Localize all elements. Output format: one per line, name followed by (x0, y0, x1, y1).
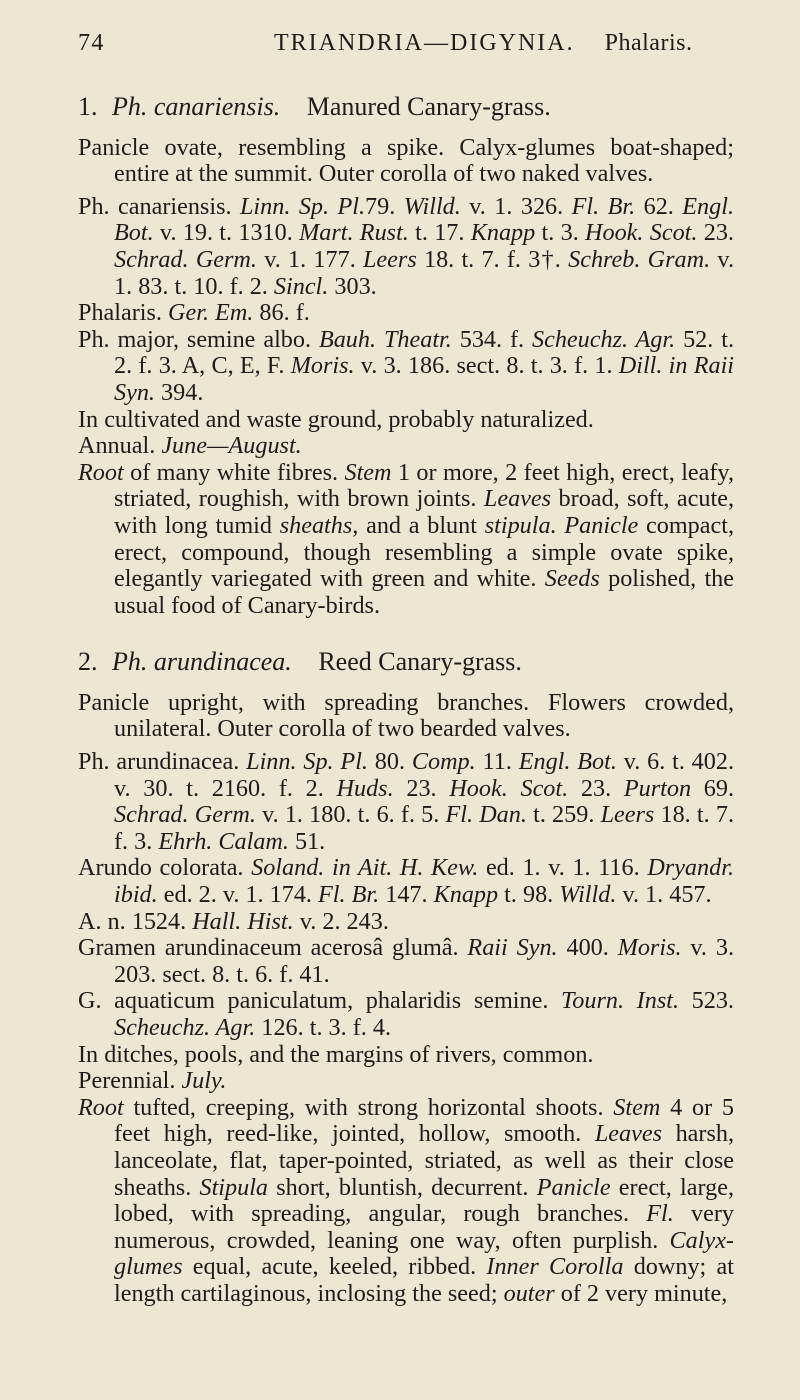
italic-run: Huds. (336, 774, 394, 802)
italic-run: Panicle (564, 511, 639, 539)
synonym-entry (78, 749, 734, 855)
running-header (78, 30, 734, 74)
italic-run: Moris. (290, 352, 355, 380)
text-run: v. 3. 203. sect. 8. t. 6. f. 41. (114, 934, 734, 988)
italic-run: July. (181, 1067, 227, 1095)
italic-run: Soland. in Ait. H. Kew. (251, 854, 479, 882)
italic-run: Linn. Sp. Pl. (239, 192, 366, 220)
text-run: 523. (679, 987, 734, 1015)
italic-run: Leers (362, 245, 417, 273)
italic-run: Dill. in Raii Syn. (114, 352, 735, 406)
italic-run: sheaths, (279, 511, 359, 539)
text-run: equal, acute, keeled, ribbed. (182, 1253, 487, 1281)
italic-run: Fl. Br. (318, 881, 380, 909)
species-common-name: Manured Canary-grass. (306, 92, 551, 121)
text-run: Ph. major, semine albo. (78, 325, 319, 353)
habitat-note: In cultivated and waste ground, probably naturalized. (78, 405, 594, 433)
synonym-entry (78, 988, 734, 1041)
italic-run: Fl. (646, 1200, 674, 1228)
species-common-name: Reed Canary-grass. (318, 647, 522, 677)
italic-run: Fl. Br. (571, 192, 636, 220)
text-run: t. 17. (408, 219, 471, 247)
italic-run: Purton (623, 774, 692, 802)
text-run: downy; at length cartilaginous, inclosing the seed; (114, 1253, 734, 1307)
italic-run: Leers (600, 801, 655, 829)
text-run: 1 or more, 2 feet high, erect, leafy, striated, roughish, with brown joints. (114, 458, 735, 513)
text-run: 11. (475, 748, 519, 776)
text-run: 394. (154, 378, 204, 406)
italic-run: Schrad. Germ. (114, 245, 257, 273)
text-run: 18. t. 7. f. 3. (114, 801, 734, 855)
text-run: Phalaris. (78, 299, 169, 327)
text-run: 126. t. 3. f. 4. (255, 1014, 392, 1041)
text-run: 52. t. 2. f. 3. A, C, E, F. (114, 325, 734, 380)
italic-run: Engl. Bot. (114, 192, 734, 247)
italic-run: Ger. Em. (168, 299, 254, 327)
text-run: v. 1. 457. (616, 881, 712, 909)
italic-run: Stem (344, 458, 392, 486)
text-run: of many white fibres. (123, 458, 345, 486)
species-binomial: Ph. arundinacea. (112, 647, 292, 677)
habitat-note: In ditches, pools, and the margins of rivers, common. (78, 1040, 594, 1068)
text-run: 23. (568, 774, 624, 802)
italic-run: Stipula (199, 1173, 269, 1201)
genus-heading: Phalaris. (604, 30, 693, 56)
italic-run: Calyx-glumes (114, 1226, 734, 1281)
text-run: Ph. arundinacea. (78, 748, 247, 776)
italic-run: Leaves (594, 1120, 662, 1148)
italic-run: Scheuchz. Agr. (532, 325, 676, 353)
italic-run: Sincl. (273, 272, 329, 300)
text-run: 79. (365, 192, 404, 220)
species-description (78, 1095, 734, 1308)
text-run: ed. 2. v. 1. 174. (157, 881, 319, 909)
duration-note (78, 433, 734, 460)
text-run: Annual. (78, 432, 162, 460)
page-number: 74 (78, 30, 105, 56)
text-run: A. n. 1524. (78, 907, 193, 935)
text-run: Gramen arundinaceum acerosâ glumâ. (78, 934, 468, 962)
text-run: 69. (691, 774, 734, 802)
text-run: t. 259. (526, 801, 601, 829)
italic-run: Willd. (559, 881, 617, 909)
species-number: 1. (78, 92, 98, 121)
italic-run: Ehrh. Calam. (158, 827, 289, 855)
italic-run: Moris. (617, 934, 682, 962)
italic-run: Mart. Rust. (299, 219, 409, 247)
text-run: 80. (367, 748, 412, 776)
italic-run: Schrad. Germ. (114, 801, 256, 829)
text-run: t. 3. (535, 219, 586, 247)
text-run: 400. (557, 934, 618, 962)
text-run: v. 19. t. 1310. (153, 219, 300, 247)
italic-run: Linn. Sp. Pl. (246, 748, 368, 776)
italic-run: Engl. Bot. (518, 748, 617, 776)
text-run: and a blunt (358, 511, 485, 539)
species-description (78, 460, 734, 620)
italic-run: Schreb. Gram. (568, 245, 711, 273)
text-run: 23. (697, 219, 734, 247)
italic-run: Tourn. Inst. (561, 987, 679, 1015)
text-run: v. 6. t. 402. v. 30. t. 2160. f. 2. (114, 748, 735, 802)
text-run: 62. (635, 192, 683, 220)
running-title: TRIANDRIA—DIGYNIA. (274, 30, 575, 56)
text-run: 18. t. 7. f. 3†. (416, 245, 569, 273)
italic-run: Raii Syn. (467, 934, 558, 962)
italic-run: Stem (613, 1093, 661, 1121)
italic-run: Willd. (403, 192, 461, 220)
italic-run: Root (78, 458, 124, 486)
text-run: 86. f. (253, 299, 310, 327)
text-run: harsh, lanceolate, flat, taper-pointed, striated, as well as their close sheaths. (114, 1120, 734, 1201)
italic-run: Bauh. Theatr. (318, 325, 452, 353)
text-run: ed. 1. v. 1. 116. (478, 854, 648, 882)
italic-run: stipula. (484, 511, 557, 539)
species-diagnosis: Panicle upright, with spreading branches. Flowers crowded, unilateral. Outer corolla of two bearded valves. (78, 688, 734, 743)
text-run: Perennial. (78, 1067, 182, 1095)
text-run: 4 or 5 feet high, reed-like, jointed, hollow, smooth. (114, 1093, 734, 1148)
italic-run: Hook. Scot. (585, 219, 698, 247)
text-run: of 2 very minute, (554, 1279, 728, 1307)
text-run: broad, soft, acute, with long tumid (114, 485, 734, 539)
synonym-entry (78, 327, 734, 407)
italic-run: Comp. (411, 748, 476, 776)
text-run: v. 1. 326. (460, 192, 572, 220)
italic-run: Knapp (470, 219, 536, 247)
italic-run: outer (503, 1279, 555, 1307)
italic-run: Leaves (483, 485, 552, 513)
species-binomial: Ph. canariensis. (112, 92, 281, 121)
italic-run: Inner Corolla (486, 1253, 624, 1281)
species-number: 2. (78, 647, 98, 677)
italic-run: Hook. Scot. (449, 774, 569, 802)
text-run: v. 3. 186. sect. 8. t. 3. f. 1. (354, 352, 619, 380)
text-run: 147. (379, 881, 434, 909)
synonym-entry (78, 194, 734, 300)
text-run: v. 1. 177. (256, 245, 363, 273)
italic-run: Root (78, 1093, 124, 1121)
text-run: short, bluntish, decurrent. (268, 1173, 537, 1201)
synonym-entry (78, 935, 734, 988)
text-run: erect, large, lobed, with spreading, angular, rough branches. (114, 1173, 734, 1228)
duration-note (78, 1068, 734, 1095)
italic-run: Fl. Dan. (445, 801, 527, 829)
text-run: polished, the usual food of Canary-birds. (114, 565, 734, 619)
text-run: Ph. canariensis. (78, 192, 240, 220)
italic-run: Hall. Hist. (192, 907, 294, 935)
species-title (78, 649, 734, 676)
synonym-entry (78, 855, 734, 908)
synonym-entry (78, 300, 734, 327)
text-run: v. 2. 243. (293, 907, 389, 935)
italic-run: June—August. (161, 432, 302, 460)
italic-run: Scheuchz. Agr. (114, 1014, 256, 1041)
text-run: tufted, creeping, with strong horizontal shoots. (123, 1093, 614, 1121)
text-run: G. aquaticum paniculatum, phalaridis semine. (78, 987, 562, 1015)
text-run: 534. f. (451, 325, 532, 353)
synonym-entry (78, 909, 734, 936)
text-run: v. 1. 83. t. 10. f. 2. (114, 245, 734, 300)
text-run: v. 1. 180. t. 6. f. 5. (255, 801, 446, 829)
text-run: compact, erect, compound, though resembling a simple ovate spike, elegantly variegated with green and white. (114, 511, 735, 593)
text-run: 51. (288, 827, 326, 855)
species-diagnosis: Panicle ovate, resembling a spike. Calyx-glumes boat-shaped; entire at the summit. Outer corolla of two naked valves. (78, 133, 734, 188)
text-run: Arundo colorata. (78, 854, 252, 882)
text-run: 303. (328, 272, 377, 300)
text-run: t. 98. (498, 881, 560, 909)
species-title (78, 94, 734, 121)
text-run: 23. (393, 774, 450, 802)
italic-run: Seeds (544, 565, 600, 593)
italic-run: Panicle (536, 1173, 611, 1201)
italic-run: Dryandr. ibid. (114, 854, 734, 909)
text-run: very numerous, crowded, leaning one way, often purplish. (114, 1200, 734, 1254)
italic-run: Knapp (433, 881, 499, 909)
